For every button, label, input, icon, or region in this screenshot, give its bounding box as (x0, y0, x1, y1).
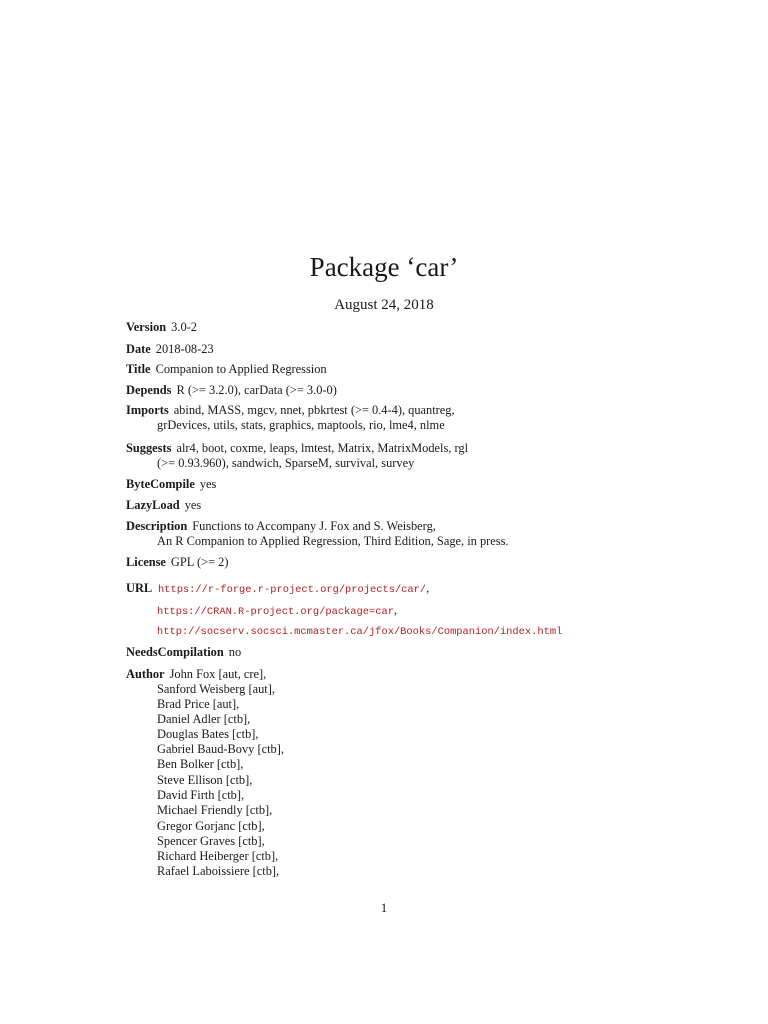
author-line: Gabriel Baud-Bovy [ctb], (157, 742, 284, 756)
author-line: Sanford Weisberg [aut], (157, 682, 275, 696)
author-line: David Firth [ctb], (157, 788, 245, 802)
field-key: Suggests (126, 441, 172, 455)
field-description (126, 519, 436, 534)
field-needscompilation (126, 645, 241, 660)
url-link-cran[interactable] (157, 603, 397, 620)
field-license (126, 555, 229, 570)
field-value: GPL (>= 2) (170, 555, 229, 569)
field-url (126, 581, 152, 596)
field-key: Depends (126, 383, 172, 397)
field-key: ByteCompile (126, 477, 195, 491)
page-number: 1 (380, 900, 388, 915)
author-line: Rafael Laboissiere [ctb], (157, 864, 280, 878)
url-link-text[interactable]: https://r-forge.r-project.org/projects/car/ (158, 584, 427, 596)
package-title: Package ‘car’ (309, 252, 459, 282)
field-key: Date (126, 342, 151, 356)
author-line: Michael Friendly [ctb], (157, 803, 273, 817)
field-value: yes (199, 477, 217, 491)
field-imports (126, 403, 455, 418)
url-separator: , (426, 581, 430, 595)
field-value-continuation: grDevices, utils, stats, graphics, maptools, rio, lme4, nlme (157, 418, 445, 432)
field-key: License (126, 555, 166, 569)
package-date: August 24, 2018 (334, 297, 434, 313)
author-line: Steve Ellison [ctb], (157, 773, 253, 787)
field-value: 3.0-2 (171, 320, 197, 334)
url-link-companion[interactable]: http://socserv.socsci.mcmaster.ca/jfox/Books/Companion/index.html (157, 626, 563, 638)
field-value: yes (184, 498, 202, 512)
field-version (126, 320, 197, 335)
field-value: R (>= 3.2.0), carData (>= 3.0-0) (176, 383, 337, 397)
field-value-continuation: An R Companion to Applied Regression, Third Edition, Sage, in press. (157, 534, 509, 548)
field-date (126, 342, 214, 357)
url-link-text[interactable]: https://CRAN.R-project.org/package=car (157, 606, 394, 618)
field-value: no (228, 645, 242, 659)
author-line: Douglas Bates [ctb], (157, 727, 259, 741)
author-line: Ben Bolker [ctb], (157, 757, 244, 771)
field-value: alr4, boot, coxme, leaps, lmtest, Matrix, MatrixModels, rgl (176, 441, 469, 455)
field-key: LazyLoad (126, 498, 180, 512)
field-bytecompile (126, 477, 216, 492)
field-key: Author (126, 667, 165, 681)
url-link-r-forge[interactable] (158, 581, 429, 598)
field-value-continuation: (>= 0.93.960), sandwich, SparseM, survival, survey (157, 456, 415, 470)
field-value: Companion to Applied Regression (155, 362, 327, 376)
field-value: 2018-08-23 (155, 342, 214, 356)
field-depends (126, 383, 337, 398)
field-value: Functions to Accompany J. Fox and S. Weisberg, (192, 519, 436, 533)
author-line: Spencer Graves [ctb], (157, 834, 265, 848)
author-line: John Fox [aut, cre], (169, 667, 267, 681)
field-key: URL (126, 581, 153, 595)
field-key: Title (126, 362, 151, 376)
author-line: Daniel Adler [ctb], (157, 712, 251, 726)
field-value: abind, MASS, mgcv, nnet, pbkrtest (>= 0.4-4), quantreg, (173, 403, 455, 417)
url-separator: , (393, 603, 398, 617)
field-key: Imports (126, 403, 169, 417)
field-title (126, 362, 327, 377)
author-line: Gregor Gorjanc [ctb], (157, 819, 265, 833)
author-line: Richard Heiberger [ctb], (157, 849, 279, 863)
field-key: Description (126, 519, 188, 533)
field-key: NeedsCompilation (126, 645, 224, 659)
field-author (126, 667, 266, 682)
field-suggests (126, 441, 468, 456)
field-key: Version (126, 320, 167, 334)
field-lazyload (126, 498, 201, 513)
author-line: Brad Price [aut], (157, 697, 240, 711)
